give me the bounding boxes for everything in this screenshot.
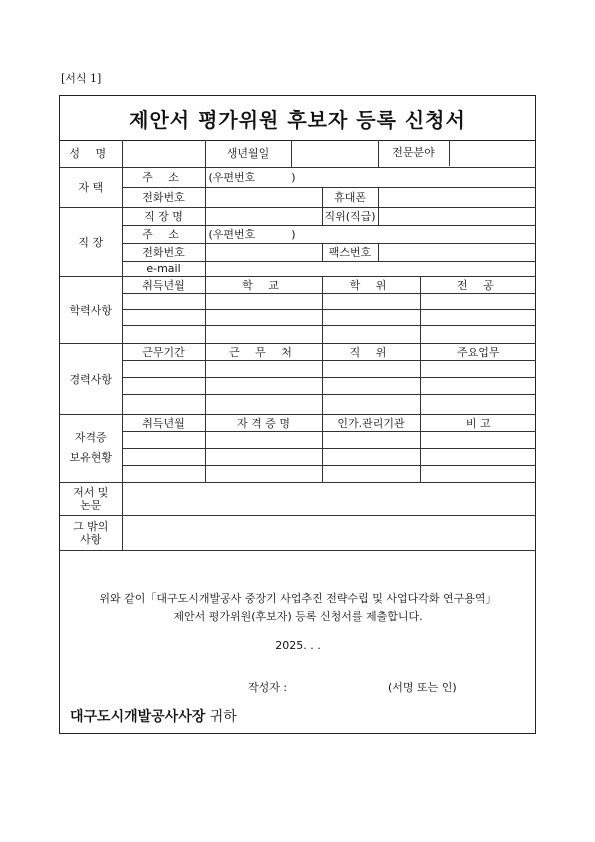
license-row	[60, 465, 536, 482]
home-phone-field[interactable]	[205, 187, 322, 207]
declaration-line2: 제안서 평가위원(후보자) 등록 신청서를 제출합니다.	[173, 610, 423, 623]
career-row	[60, 360, 536, 377]
email-label: e-mail	[122, 261, 205, 276]
recipient-org: 대구도시개발공사사장	[70, 709, 206, 725]
career-header-duties: 주요업무	[420, 343, 536, 360]
license-section-line2: 보유현황	[69, 451, 112, 464]
license-row	[60, 448, 536, 465]
form-title: 제안서 평가위원 후보자 등록 신청서	[129, 107, 466, 132]
others-line2: 사항	[80, 532, 102, 546]
license-header-authority: 인가.관리기관	[322, 414, 420, 431]
mobile-field[interactable]	[378, 187, 536, 207]
work-address-field[interactable]	[205, 225, 536, 243]
work-section-label: 직 장	[60, 207, 122, 276]
application-form	[59, 95, 536, 734]
workplace-field[interactable]	[205, 207, 322, 225]
education-header-degree: 학 위	[322, 276, 420, 293]
publications-label	[60, 482, 122, 515]
home-address-label: 주 소	[122, 167, 205, 187]
title-box	[60, 96, 535, 141]
work-address-label: 주 소	[122, 225, 205, 243]
education-header-major: 전 공	[420, 276, 536, 293]
publications-line2: 논문	[80, 498, 102, 512]
signer-label: 작성자 :	[248, 681, 288, 694]
job-position-field[interactable]	[378, 207, 536, 225]
education-row	[60, 293, 536, 309]
submission-date: 2025. . .	[275, 639, 321, 652]
career-section-label: 경력사항	[60, 343, 122, 414]
signature-hint: (서명 또는 인)	[388, 681, 457, 694]
workplace-label: 직 장 명	[122, 207, 205, 225]
license-header-note: 비 고	[420, 414, 536, 431]
email-field[interactable]	[205, 261, 536, 276]
others-line1: 그 밖의	[73, 519, 109, 533]
license-section-line1: 자격증	[74, 431, 107, 444]
license-header-date: 취득년월	[122, 414, 205, 431]
home-address-field[interactable]	[205, 167, 536, 187]
recipient-suffix: 귀하	[205, 709, 237, 725]
career-header-workplace: 근 무 처	[205, 343, 322, 360]
form-number-label: [서식 1]	[61, 72, 102, 85]
education-header-date: 취득년월	[122, 276, 205, 293]
home-postal-prefix: (우편번호	[208, 171, 256, 184]
fax-field[interactable]	[378, 243, 536, 261]
education-section-label: 학력사항	[60, 276, 122, 343]
career-row	[60, 394, 536, 414]
home-section-label: 자 택	[60, 167, 122, 207]
home-phone-label: 전화번호	[122, 187, 205, 207]
applicant-table	[60, 140, 536, 551]
license-header-name: 자 격 증 명	[205, 414, 322, 431]
others-field[interactable]	[122, 515, 536, 550]
name-field[interactable]	[122, 140, 205, 167]
recipient-line	[70, 706, 237, 726]
publications-field[interactable]	[122, 482, 536, 515]
career-header-position: 직 위	[322, 343, 420, 360]
work-postal-prefix: (우편번호	[208, 228, 256, 241]
career-header-period: 근무기간	[122, 343, 205, 360]
birth-date-label: 생년월일	[205, 140, 291, 167]
career-row	[60, 377, 536, 394]
publications-line1: 저서 및	[73, 485, 109, 499]
fax-label: 팩스번호	[322, 243, 378, 261]
mobile-label: 휴대폰	[322, 187, 378, 207]
education-row	[60, 309, 536, 325]
education-header-school: 학 교	[205, 276, 322, 293]
name-label: 성 명	[60, 140, 122, 167]
education-row	[60, 325, 536, 343]
specialty-label: 전문분야	[379, 140, 450, 166]
work-phone-label: 전화번호	[122, 243, 205, 261]
others-label	[60, 515, 122, 550]
declaration-line1: 위와 같이「대구도시개발공사 중장기 사업추진 전략수립 및 사업다각화 연구용역」	[99, 592, 497, 605]
name-row	[60, 140, 536, 167]
work-phone-field[interactable]	[205, 243, 322, 261]
work-postal-suffix: )	[291, 228, 296, 241]
license-row	[60, 431, 536, 448]
home-postal-suffix: )	[291, 171, 296, 184]
license-section-label	[60, 414, 122, 482]
job-position-label: 직위(직급)	[322, 207, 378, 225]
birth-date-field[interactable]	[291, 140, 378, 167]
